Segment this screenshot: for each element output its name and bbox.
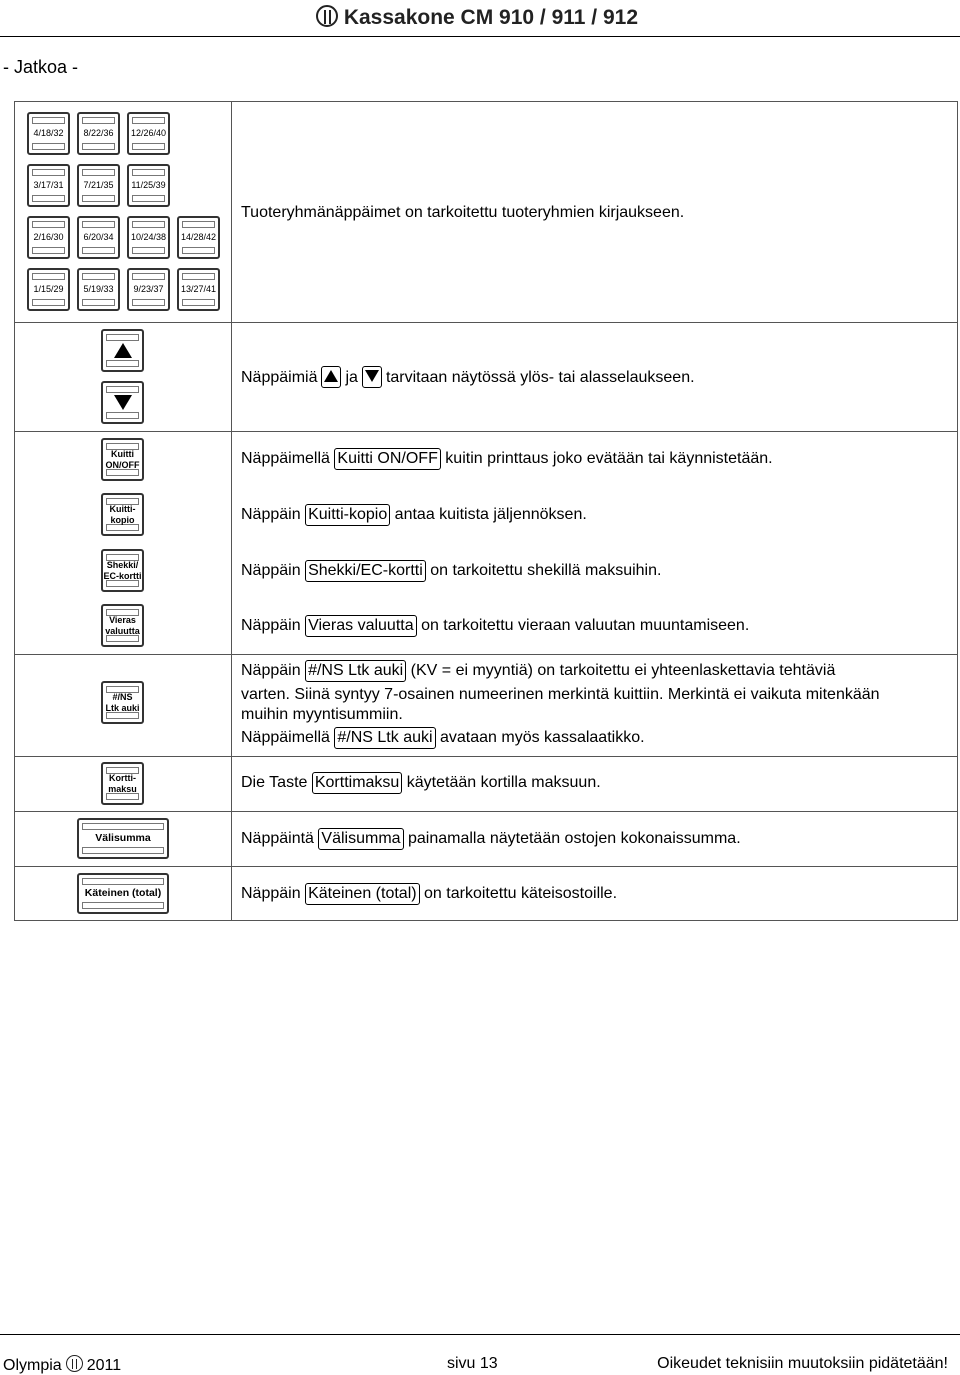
korttimaksu-key: Kortti- maksu (101, 762, 144, 805)
arrow-up-icon (114, 343, 132, 358)
desc-scroll-keys: Näppäimiä ja tarvitaan näytössä ylös- tai alasselaukseen. (241, 366, 695, 389)
olympia-logo-icon (316, 5, 338, 27)
inline-key-label: Shekki/EC-kortti (305, 560, 426, 582)
desc-ns-line4: Näppäimellä #/NS Ltk auki avataan myös kassalaatikko. (241, 727, 645, 749)
page-footer (0, 1334, 960, 1375)
ns-ltk-auki-key: #/NS Ltk auki (101, 681, 144, 724)
group-key: 7/21/35 (77, 164, 120, 207)
valisumma-key: Välisumma (77, 818, 169, 859)
scroll-down-inline-key (362, 366, 382, 388)
desc-kuitti-kopio: Näppäin Kuitti-kopio antaa kuitista jäljennöksen. (241, 504, 587, 526)
row-divider (15, 756, 957, 757)
inline-key-label: Kuitti ON/OFF (334, 448, 440, 470)
inline-key-label: Käteinen (total) (305, 883, 420, 905)
row-divider (15, 431, 957, 432)
footer-left: Olympia 2011 (3, 1357, 122, 1374)
group-key: 11/25/39 (127, 164, 170, 207)
group-key: 14/28/42 (177, 216, 220, 259)
header-title-text: Kassakone CM 910 / 911 / 912 (343, 6, 638, 29)
row-divider (15, 866, 957, 867)
desc-group-keys: Tuoteryhmänäppäimet on tarkoitettu tuoteryhmien kirjaukseen. (241, 204, 685, 221)
kateinen-key: Käteinen (total) (77, 873, 169, 914)
group-key: 10/24/38 (127, 216, 170, 259)
continuation-label: - Jatkoa - (3, 57, 79, 77)
scroll-up-inline-key (321, 366, 341, 388)
row-divider (15, 654, 957, 655)
desc-korttimaksu: Die Taste Korttimaksu käytetään kortilla maksuun. (241, 772, 601, 794)
inline-key-label: Vieras valuutta (305, 615, 417, 637)
desc-shekki: Näppäin Shekki/EC-kortti on tarkoitettu shekillä maksuihin. (241, 560, 661, 582)
inline-key-label: Välisumma (318, 828, 403, 850)
desc-ns-line2: varten. Siinä syntyy 7-osainen numeerinen merkintä kuittiin. Merkintä ei vaikuta mitenkään (241, 686, 880, 703)
page-number: sivu 13 (447, 1355, 498, 1372)
desc-vieras: Näppäin Vieras valuutta on tarkoitettu vieraan valuutan muuntamiseen. (241, 615, 749, 637)
group-key: 3/17/31 (27, 164, 70, 207)
desc-ns-line1: Näppäin #/NS Ltk auki (KV = ei myyntiä) on tarkoitettu ei yhteenlaskettavia tehtäviä (241, 660, 835, 682)
arrow-down-icon (365, 370, 379, 382)
group-key: 2/16/30 (27, 216, 70, 259)
group-key: 13/27/41 (177, 268, 220, 311)
page-header (0, 0, 960, 37)
desc-ns-line3: muihin myyntisummiin. (241, 706, 403, 723)
kuitti-onoff-key: Kuitti ON/OFF (101, 438, 144, 481)
column-divider (231, 102, 232, 920)
inline-key-label: Kuitti-kopio (305, 504, 390, 526)
row-divider (15, 322, 957, 323)
group-key: 8/22/36 (77, 112, 120, 155)
row-divider (15, 811, 957, 812)
group-key: 6/20/34 (77, 216, 120, 259)
scroll-down-key (101, 381, 144, 424)
header-title (316, 5, 638, 30)
desc-kuitti-onoff: Näppäimellä Kuitti ON/OFF kuitin printtaus joko evätään tai käynnistetään. (241, 448, 773, 470)
footer-disclaimer: Oikeudet teknisiin muutoksiin pidätetään! (657, 1355, 948, 1372)
group-key: 12/26/40 (127, 112, 170, 155)
arrow-up-icon (324, 370, 338, 382)
inline-key-label: #/NS Ltk auki (334, 727, 435, 749)
scroll-up-key (101, 329, 144, 372)
group-key: 4/18/32 (27, 112, 70, 155)
inline-key-label: Korttimaksu (312, 772, 402, 794)
vieras-valuutta-key: Vieras valuutta (101, 604, 144, 647)
group-key: 1/15/29 (27, 268, 70, 311)
arrow-down-icon (114, 395, 132, 410)
group-key: 9/23/37 (127, 268, 170, 311)
desc-kateinen: Näppäin Käteinen (total) on tarkoitettu käteisostoille. (241, 883, 617, 905)
inline-key-label: #/NS Ltk auki (305, 660, 406, 682)
shekki-ec-key: Shekki/ EC-kortti (101, 549, 144, 592)
group-key: 5/19/33 (77, 268, 120, 311)
olympia-logo-icon (66, 1355, 83, 1372)
desc-valisumma: Näppäintä Välisumma painamalla näytetään ostojen kokonaissumma. (241, 828, 741, 850)
kuitti-kopio-key: Kuitti- kopio (101, 493, 144, 536)
